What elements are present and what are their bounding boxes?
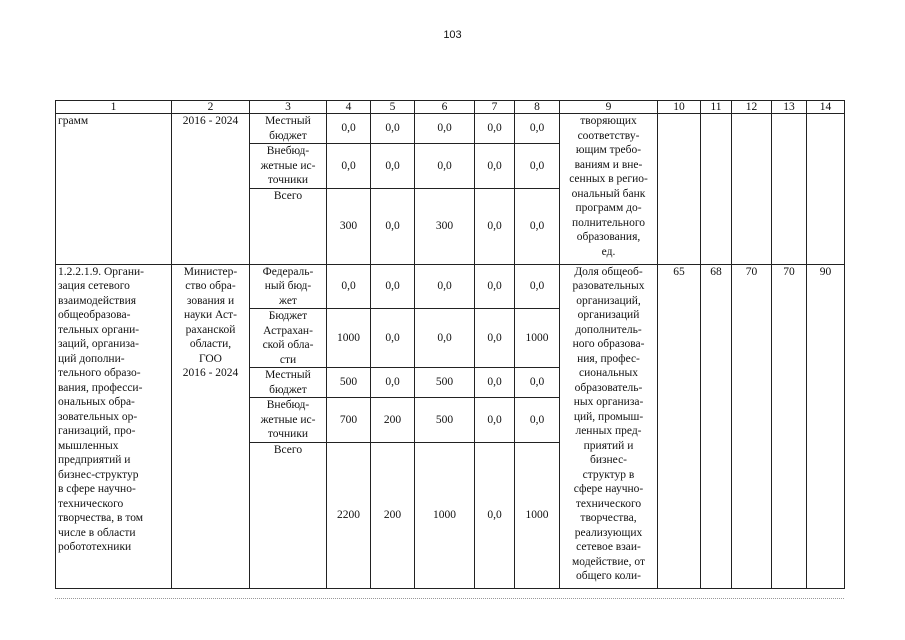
indicator-cell: Доля общеоб- разовательных организаций, организаций дополнитель- ного образова- ния, профес- сиональных образователь- ных организа- ций, промыш- ленных пред- приятий и бизнес- структур в сфере научно- технического творчества, реализующих сетевое взаи- модействие, от общего коли- — [560, 264, 658, 588]
funding-source-cell: Местный бюджет — [250, 114, 327, 144]
target-cell: 90 — [807, 264, 845, 588]
value-cell: 0,0 — [475, 188, 515, 264]
value-cell: 0,0 — [515, 114, 560, 144]
value-cell: 0,0 — [475, 114, 515, 144]
header-cell: 13 — [772, 101, 807, 114]
value-cell: 0,0 — [475, 144, 515, 189]
value-cell: 1000 — [515, 309, 560, 368]
value-cell: 1000 — [327, 309, 371, 368]
indicator-cell: творяющих соответству- ющим требо- ваниям и вне- сенных в регио- ональный банк программ до- полнительного образования, ед. — [560, 114, 658, 265]
value-cell: 0,0 — [371, 114, 415, 144]
header-cell: 5 — [371, 101, 415, 114]
target-cell — [658, 114, 701, 265]
executor-cell: Министер- ство обра- зования и науки Аст- раханской области, ГОО 2016 - 2024 — [172, 264, 250, 588]
value-cell: 1000 — [415, 442, 475, 588]
target-cell — [732, 114, 772, 265]
value-cell: 300 — [415, 188, 475, 264]
value-cell: 0,0 — [327, 264, 371, 309]
target-cell — [807, 114, 845, 265]
target-cell: 68 — [701, 264, 732, 588]
value-cell: 200 — [371, 398, 415, 443]
target-cell — [772, 114, 807, 265]
table-row — [56, 264, 845, 309]
funding-source-cell: Всего — [250, 188, 327, 264]
value-cell: 0,0 — [515, 188, 560, 264]
header-cell: 9 — [560, 101, 658, 114]
value-cell: 0,0 — [327, 114, 371, 144]
value-cell: 0,0 — [371, 368, 415, 398]
budget-table — [55, 100, 845, 589]
measure-name-cell: грамм — [56, 114, 172, 265]
value-cell: 1000 — [515, 442, 560, 588]
funding-source-cell: Федераль- ный бюд- жет — [250, 264, 327, 309]
header-cell: 10 — [658, 101, 701, 114]
value-cell: 0,0 — [515, 368, 560, 398]
header-cell: 3 — [250, 101, 327, 114]
value-cell: 2200 — [327, 442, 371, 588]
value-cell: 500 — [327, 368, 371, 398]
header-cell: 6 — [415, 101, 475, 114]
value-cell: 200 — [371, 442, 415, 588]
value-cell: 0,0 — [371, 144, 415, 189]
value-cell: 0,0 — [515, 264, 560, 309]
target-cell: 65 — [658, 264, 701, 588]
executor-cell: 2016 - 2024 — [172, 114, 250, 265]
funding-source-cell: Внебюд- жетные ис- точники — [250, 144, 327, 189]
value-cell: 0,0 — [475, 368, 515, 398]
header-cell: 4 — [327, 101, 371, 114]
value-cell: 0,0 — [371, 309, 415, 368]
value-cell: 0,0 — [475, 442, 515, 588]
value-cell: 0,0 — [371, 264, 415, 309]
header-cell: 12 — [732, 101, 772, 114]
value-cell: 0,0 — [415, 114, 475, 144]
target-cell: 70 — [772, 264, 807, 588]
value-cell: 0,0 — [515, 398, 560, 443]
target-cell — [701, 114, 732, 265]
value-cell: 0,0 — [415, 144, 475, 189]
value-cell: 0,0 — [475, 264, 515, 309]
value-cell: 300 — [327, 188, 371, 264]
value-cell: 0,0 — [327, 144, 371, 189]
table-row — [56, 114, 845, 144]
page-bottom-dotted-line — [55, 598, 844, 600]
header-cell: 14 — [807, 101, 845, 114]
value-cell: 700 — [327, 398, 371, 443]
header-cell: 1 — [56, 101, 172, 114]
header-cell: 7 — [475, 101, 515, 114]
value-cell: 0,0 — [515, 144, 560, 189]
page-number: 103 — [443, 29, 462, 41]
funding-source-cell: Всего — [250, 442, 327, 588]
target-cell: 70 — [732, 264, 772, 588]
header-cell: 8 — [515, 101, 560, 114]
column-number-row — [56, 101, 845, 114]
header-cell: 2 — [172, 101, 250, 114]
value-cell: 0,0 — [371, 188, 415, 264]
value-cell: 0,0 — [415, 309, 475, 368]
value-cell: 0,0 — [475, 398, 515, 443]
value-cell: 500 — [415, 398, 475, 443]
value-cell: 500 — [415, 368, 475, 398]
funding-source-cell: Бюджет Астрахан- ской обла- сти — [250, 309, 327, 368]
value-cell: 0,0 — [475, 309, 515, 368]
value-cell: 0,0 — [415, 264, 475, 309]
measure-name-cell: 1.2.2.1.9. Органи- зация сетевого взаимодействия общеобразова- тельных органи- заций, организа- ций дополни- тельного образо- вания, професси- ональных обра- зовательных ор- ганизаций, про- мышленных предприятий и бизнес-структур в сфере научно- технического творчества, в том числе в области робототехники — [56, 264, 172, 588]
funding-source-cell: Внебюд- жетные ис- точники — [250, 398, 327, 443]
header-cell: 11 — [701, 101, 732, 114]
funding-source-cell: Местный бюджет — [250, 368, 327, 398]
